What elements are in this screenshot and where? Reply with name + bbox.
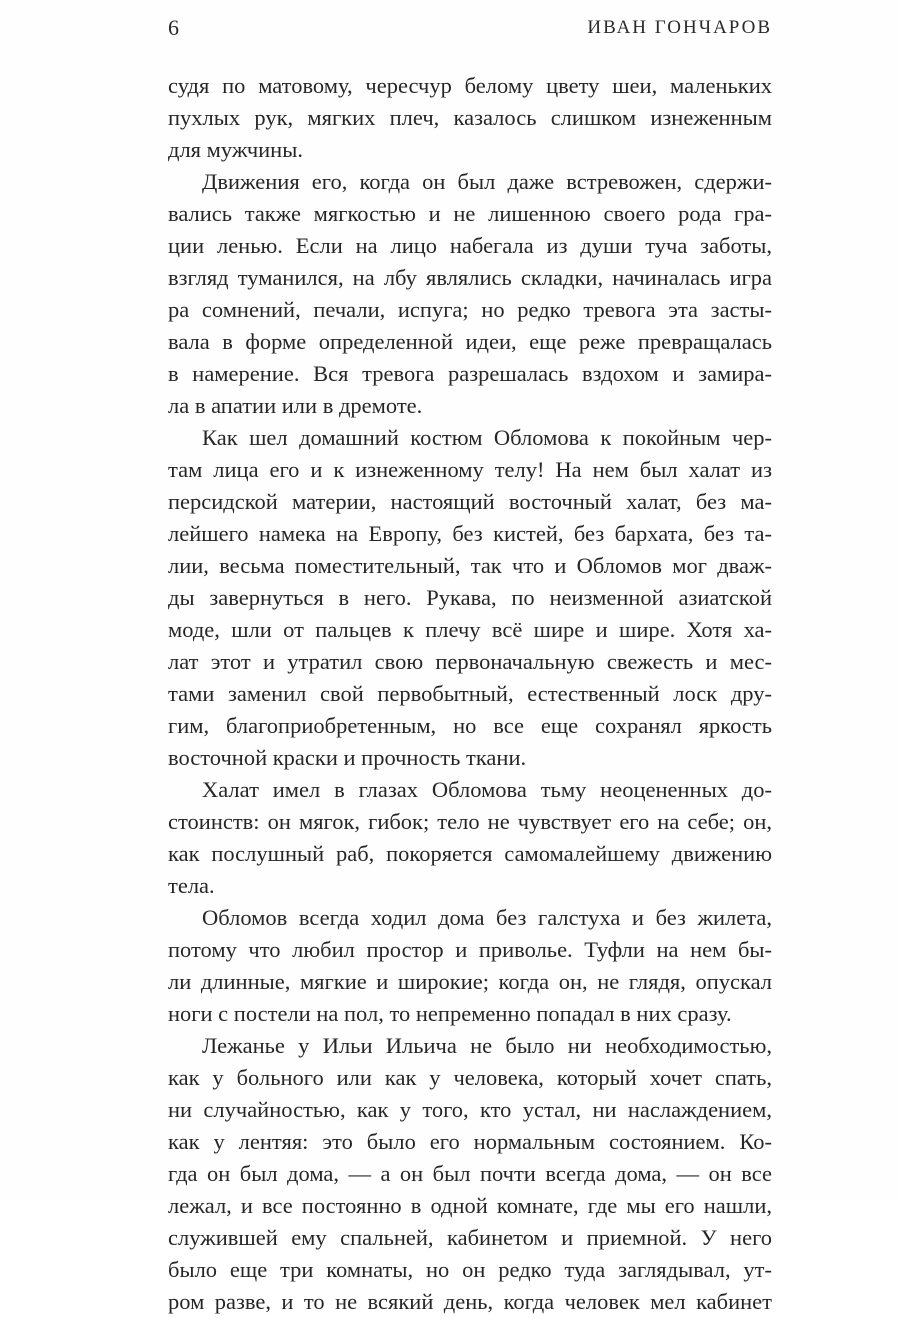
text-line: Как шел домашний костюм Обломова к покойным чер- — [202, 425, 772, 450]
text-line: потому что любил простор и приволье. Туфли на нем бы- — [168, 937, 772, 962]
text-line: как у больного или как у человека, который хочет спать, — [168, 1065, 772, 1090]
text-line: Обломов всегда ходил дома без галстуха и без жилета, — [202, 905, 772, 930]
text-line: Халат имел в глазах Обломова тьму неоцененных до- — [202, 777, 772, 802]
text-line: Лежанье у Ильи Ильича не было ни необходимостью, — [202, 1033, 772, 1058]
text-line: ли длинные, мягкие и широкие; когда он, не глядя, опускал — [168, 969, 772, 994]
text-line: ра сомнений, печали, испуга; но редко тревога эта засты- — [168, 297, 772, 322]
text-line: как послушный раб, покоряется самомалейшему движению — [168, 841, 772, 866]
text-line: лейшего намека на Европу, без кистей, без бархата, без та- — [168, 521, 772, 546]
text-line: моде, шли от пальцев к плечу всё шире и шире. Хотя ха- — [168, 617, 772, 642]
text-line: ды завернуться в него. Рукава, по неизменной азиатской — [168, 585, 772, 610]
text-line: гим, благоприобретенным, но все еще сохранял яркость — [168, 713, 772, 738]
text-line: тами заменил свой первобытный, естественный лоск дру- — [168, 681, 772, 706]
text-line: восточной краски и прочность ткани. — [168, 745, 527, 770]
text-line: вала в форме определенной идеи, еще реже превращалась — [168, 329, 772, 354]
text-line: было еще три комнаты, но он редко туда заглядывал, ут- — [168, 1257, 772, 1282]
text-line: взгляд туманился, на лбу являлись складки, начиналась игра — [168, 265, 772, 290]
text-line: судя по матовому, чересчур белому цвету шеи, маленьких — [168, 73, 772, 98]
text-line: лат этот и утратил свою первоначальную свежесть и мес- — [168, 649, 772, 674]
text-line: ла в апатии или в дремоте. — [168, 393, 423, 418]
text-line: Движения его, когда он был даже встревожен, сдержи- — [202, 169, 772, 194]
page-number: 6 — [168, 15, 179, 40]
author-name: ИВАН ГОНЧАРОВ — [587, 17, 772, 38]
text-line: ром разве, и то не всякий день, когда человек мел кабинет — [168, 1289, 772, 1314]
text-line: для мужчины. — [168, 137, 303, 162]
text-line: как у лентяя: это было его нормальным состоянием. Ко- — [168, 1129, 772, 1154]
text-line: гда он был дома, — а он был почти всегда дома, — он все — [168, 1161, 772, 1186]
text-line: ции ленью. Если на лицо набегала из души туча заботы, — [168, 233, 772, 258]
text-line: ноги с постели на пол, то непременно попадал в них сразу. — [168, 1001, 732, 1026]
body-text — [168, 70, 772, 1318]
running-head — [168, 14, 772, 44]
text-line: в намерение. Вся тревога разрешалась вздохом и замира- — [168, 361, 772, 386]
text-line: лии, весьма поместительный, так что и Обломов мог дваж- — [168, 553, 772, 578]
text-line: вались также мягкостью и не лишенною своего рода гра- — [168, 201, 772, 226]
text-line: служившей ему спальней, кабинетом и приемной. У него — [168, 1225, 772, 1250]
text-line: лежал, и все постоянно в одной комнате, где мы его нашли, — [168, 1193, 772, 1218]
text-line: стоинств: он мягок, гибок; тело не чувствует его на себе; он, — [168, 809, 772, 834]
text-line: пухлых рук, мягких плеч, казалось слишком изнеженным — [168, 105, 772, 130]
text-line: ни случайностью, как у того, кто устал, ни наслаждением, — [168, 1097, 772, 1122]
text-line: там лица его и к изнеженному телу! На нем был халат из — [168, 457, 772, 482]
text-line: тела. — [168, 873, 215, 898]
text-line: персидской материи, настоящий восточный халат, без ма- — [168, 489, 772, 514]
